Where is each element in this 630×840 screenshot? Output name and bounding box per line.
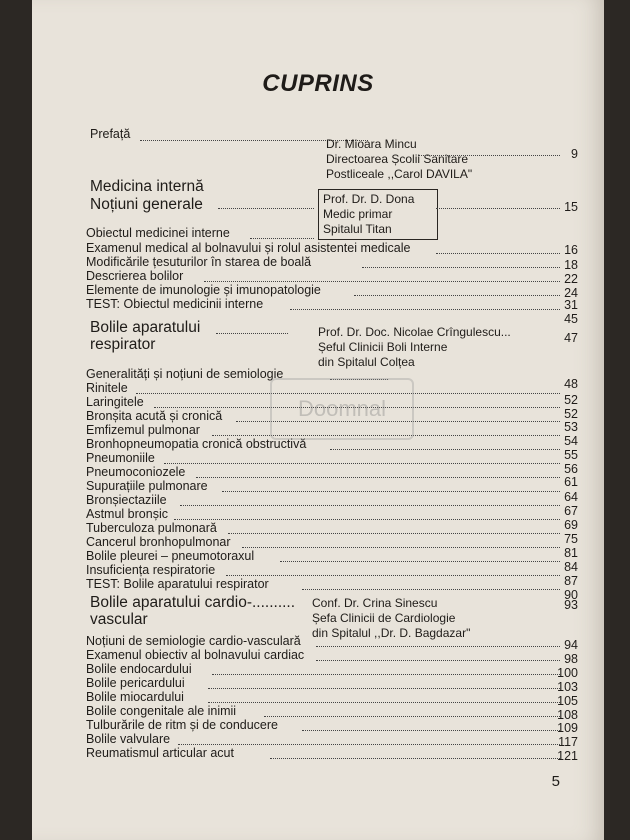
author-name: Conf. Dr. Crina Sinescu [312,596,438,610]
page-ref: 94 [564,638,578,652]
page-ref: 52 [564,393,578,407]
author-title: Șefa Clinicii de Cardiologie [312,611,456,625]
toc-entry: Supurațiile pulmonare [86,479,208,493]
page-number: 5 [551,773,560,790]
page-ref: 48 [564,377,578,391]
toc-section-subtitle: respirator [90,336,156,353]
dot-leader [280,561,560,562]
page-ref: 18 [564,258,578,272]
toc-section-title: Bolile aparatului cardio-.......... [90,594,296,611]
toc-entry: TEST: Obiectul medicinii interne [86,297,264,311]
dot-leader [226,575,560,576]
dot-leader [174,519,560,520]
toc-entry: Generalități și noțiuni de semiologie [86,367,284,381]
author-name: Prof. Dr. D. Dona [323,192,415,206]
toc-entry: Elemente de imunologie și imunopatologie [86,283,321,297]
dot-leader [208,688,560,689]
dot-leader [302,730,560,731]
page-ref: 90 [564,588,578,602]
toc-entry: Bronhopneumopatia cronică obstructivă [86,437,307,451]
toc-entry-prefata: Prefață [90,127,131,141]
toc-section-subtitle: vascular [90,611,148,628]
toc-entry: Pneumoniile [86,451,155,465]
dot-leader [222,491,560,492]
page-ref: 75 [564,532,578,546]
author-institution: din Spitalul Colțea [318,355,415,369]
author-block [326,137,472,182]
toc-entry: Insuficiența respiratorie [86,563,216,577]
dot-leader [228,533,560,534]
toc-entry: Obiectul medicinei interne [86,226,230,240]
page-ref: 93 [564,598,578,612]
dot-leader [354,295,560,296]
toc-entry: Examenul medical al bolnavului și rolul asistentei medicale [86,241,411,255]
page-ref: 69 [564,518,578,532]
page-ref: 55 [564,448,578,462]
page-ref: 47 [564,331,578,345]
dot-leader [436,253,560,254]
author-block [318,325,511,370]
toc-entry: Laringitele [86,395,144,409]
toc-entry: Bronșita acută și cronică [86,409,223,423]
page-ref: 15 [564,200,578,214]
toc-entry: Bolile pleurei – pneumotoraxul [86,549,255,563]
author-institution: din Spitalul ,,Dr. D. Bagdazar" [312,626,471,640]
page-ref: 61 [564,475,578,489]
page-ref: 100 [557,666,578,680]
page-ref: 31 [564,298,578,312]
dot-leader [208,702,560,703]
page-ref: 105 [557,694,578,708]
toc-section-subtitle: Noțiuni generale [90,196,203,213]
dot-leader [218,208,314,209]
toc-entry: Bolile miocardului [86,690,184,704]
page-ref: 103 [557,680,578,694]
toc-entry: Tuberculoza pulmonară [86,521,217,535]
page-ref: 121 [557,749,578,763]
dot-leader [362,267,560,268]
book-page [32,0,604,840]
author-block [312,596,470,641]
toc-entry: Bolile endocardului [86,662,192,676]
page-ref: 67 [564,504,578,518]
dot-leader [436,208,560,209]
toc-entry: Bolile pericardului [86,676,185,690]
page-ref: 84 [564,560,578,574]
toc-entry: Bronșiectaziile [86,493,167,507]
page-ref: 9 [571,147,578,161]
toc-entry: Astmul bronșic [86,507,168,521]
page-ref: 108 [557,708,578,722]
toc-entry: TEST: Bolile aparatului respirator [86,577,269,591]
toc-entry: Bolile valvulare [86,732,171,746]
toc-entry: Pneumoconiozele [86,465,186,479]
page-ref: 81 [564,546,578,560]
page-ref: 52 [564,407,578,421]
dot-leader [316,660,560,661]
dot-leader [270,758,560,759]
author-title: Șeful Clinicii Boli Interne [318,340,448,354]
dot-leader [290,309,560,310]
dot-leader [418,155,560,156]
dot-leader [264,716,560,717]
page-ref: 109 [557,721,578,735]
toc-entry: Modificările țesuturilor în starea de boală [86,255,312,269]
page-ref: 64 [564,490,578,504]
dot-leader [164,463,560,464]
author-box [318,189,438,240]
dot-leader [330,449,560,450]
author-title: Directoarea Școlii Sanitare [326,152,469,166]
page-ref: 117 [558,735,578,749]
page-ref: 56 [564,462,578,476]
toc-section-title: Medicina internă [90,178,204,195]
author-institution: Postliceale ,,Carol DAVILA" [326,167,473,181]
dot-leader [250,238,314,239]
page-ref: 98 [564,652,578,666]
watermark-logo: Doomnal [270,378,414,440]
page-ref: 24 [564,286,578,300]
dot-leader [212,674,560,675]
toc-section-title: Bolile aparatului [90,319,201,336]
page-ref: 45 [564,312,578,326]
dot-leader [204,281,560,282]
toc-entry: Bolile congenitale ale inimii [86,704,237,718]
dot-leader [242,547,560,548]
toc-entry: Examenul obiectiv al bolnavului cardiac [86,648,305,662]
page-ref: 54 [564,434,578,448]
toc-entry: Tulburările de ritm și de conducere [86,718,278,732]
page-ref: 16 [564,243,578,257]
page-title: CUPRINS [262,70,374,97]
author-name: Dr. Mioara Mincu [326,137,417,151]
dot-leader [178,744,560,745]
toc-entry: Cancerul bronhopulmonar [86,535,231,549]
dot-leader [316,646,560,647]
toc-entry: Reumatismul articular acut [86,746,234,760]
dot-leader [196,477,560,478]
page-ref: 87 [564,574,578,588]
page-ref: 22 [564,272,578,286]
toc-entry: Descrierea bolilor [86,269,184,283]
toc-entry: Noțiuni de semiologie cardio-vasculară [86,634,301,648]
dot-leader [302,589,560,590]
toc-entry: Emfizemul pulmonar [86,423,200,437]
author-institution: Spitalul Titan [323,222,392,236]
toc-entry: Rinitele [86,381,128,395]
page-ref: 53 [564,420,578,434]
author-name: Prof. Dr. Doc. Nicolae Crîngulescu... [318,325,511,339]
dot-leader [180,505,560,506]
author-title: Medic primar [323,207,393,221]
dot-leader [216,333,288,334]
